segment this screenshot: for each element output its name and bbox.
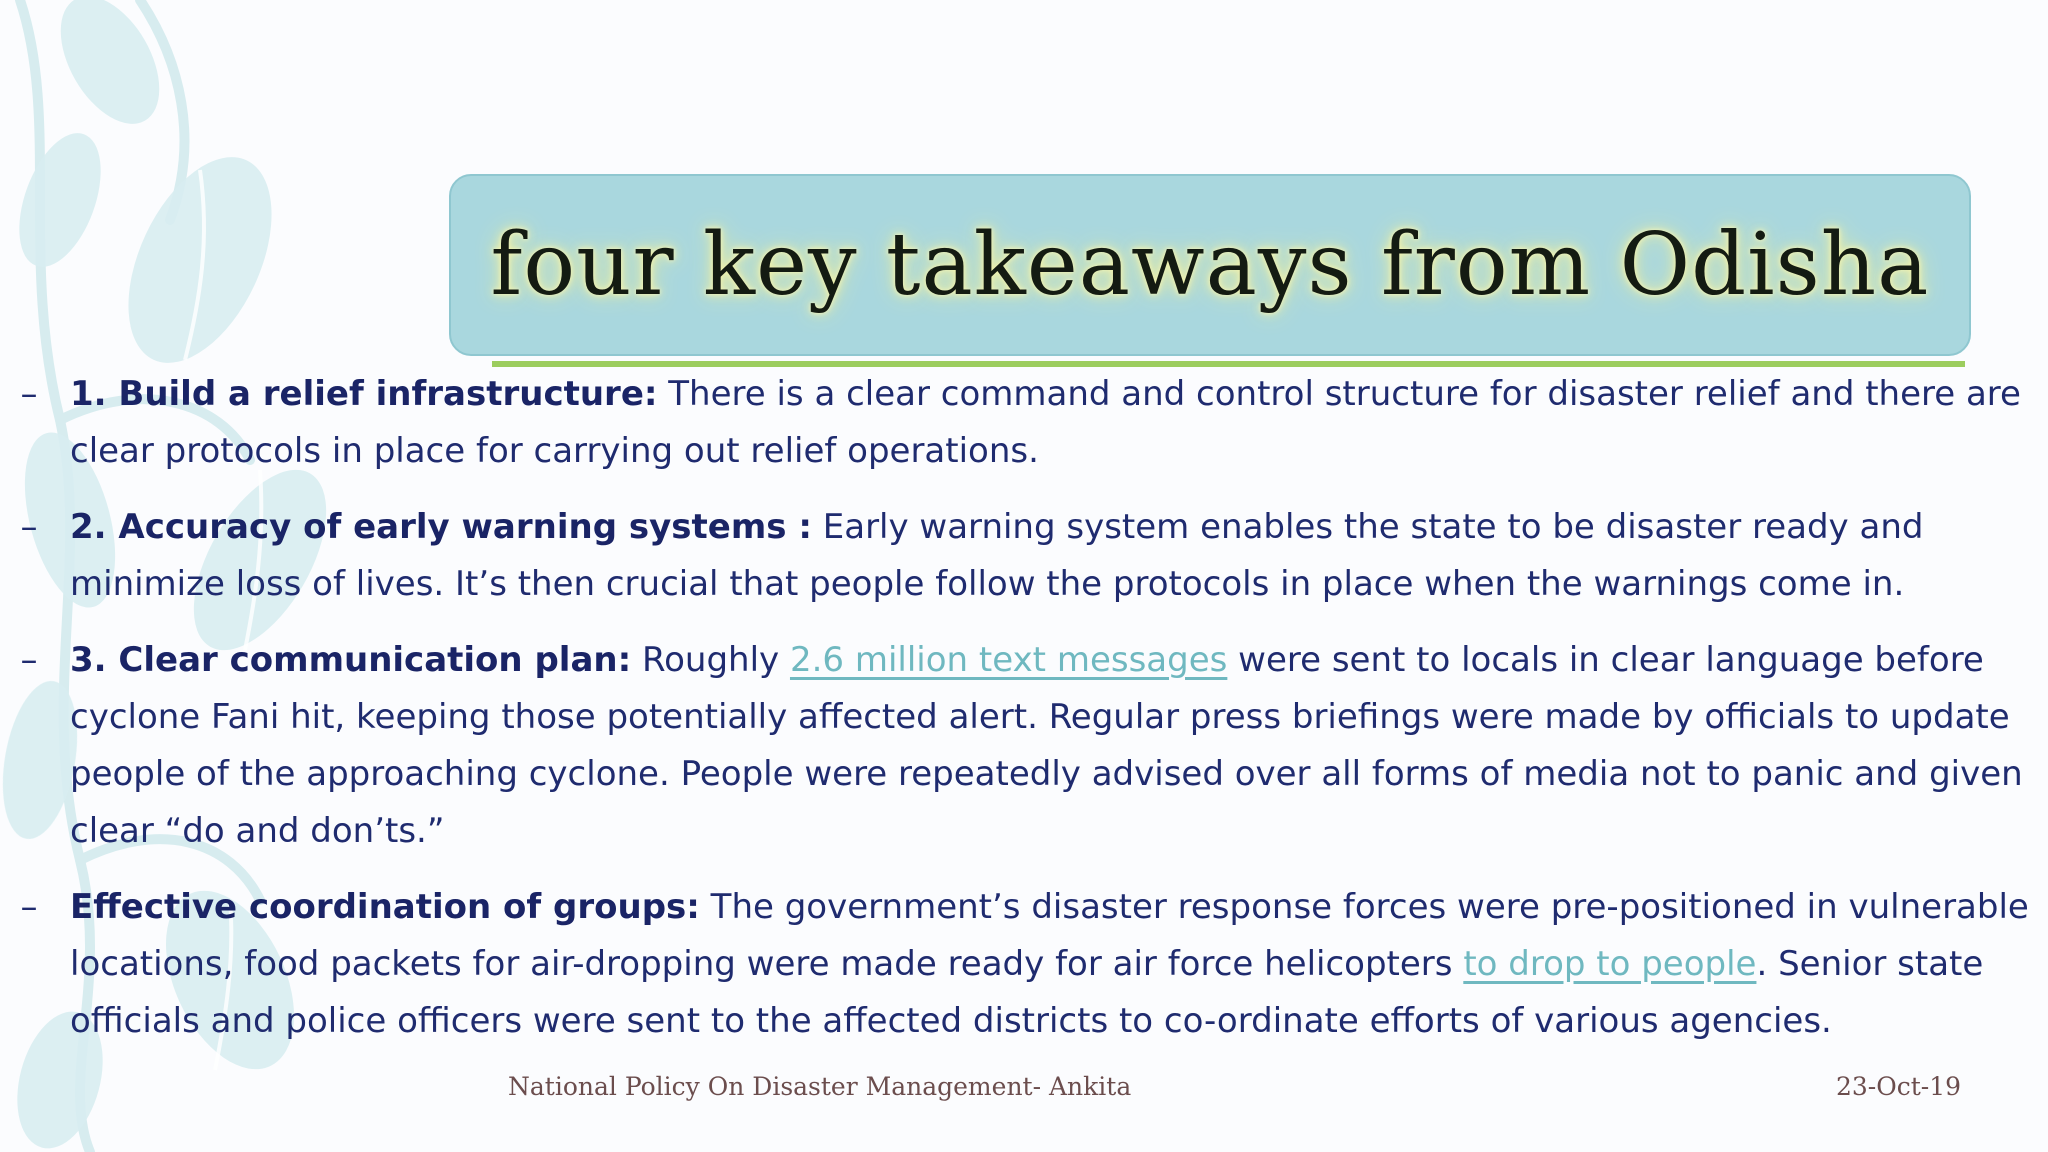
- takeaway-item: [14, 879, 2034, 1050]
- takeaway-text: were sent to locals in clear language before cyclone Fani hit, keeping those potentially affected alert. Regular press briefings were made by officials to update people of the approaching cyclone. People were repeatedly advised over all forms of media not to panic and given clear “do and don’ts.”: [70, 640, 2023, 851]
- drop-to-people-link[interactable]: to drop to people: [1463, 944, 1757, 984]
- takeaway-heading: 3. Clear communication plan:: [70, 640, 632, 680]
- footer-date: 23-Oct-19: [1836, 1072, 1962, 1101]
- takeaways-list: [14, 366, 2034, 1069]
- takeaway-item: [14, 366, 2034, 480]
- takeaway-heading: 2. Accuracy of early warning systems :: [70, 507, 812, 547]
- takeaway-text: The government’s disaster response forces were pre-positioned in vulnerable locations, food packets for air-dropping were made ready for air force helicopters: [70, 887, 2029, 984]
- bullet-dash: –: [20, 887, 38, 927]
- takeaway-item: [14, 632, 2034, 860]
- takeaway-heading: 1. Build a relief infrastructure:: [70, 374, 658, 414]
- takeaway-text: . Senior state officials and police officers were sent to the affected districts to co-ordinate efforts of various agencies.: [70, 944, 1984, 1041]
- takeaway-text: Early warning system enables the state to be disaster ready and minimize loss of lives. It’s then crucial that people follow the protocols in place when the warnings come in.: [70, 507, 1924, 604]
- text-messages-link[interactable]: 2.6 million text messages: [789, 640, 1228, 680]
- takeaway-item: [14, 499, 2034, 613]
- takeaway-heading: Effective coordination of groups:: [70, 887, 700, 927]
- bullet-dash: –: [20, 640, 38, 680]
- bullet-dash: –: [20, 507, 38, 547]
- bullet-dash: –: [20, 374, 38, 414]
- takeaway-text: There is a clear command and control structure for disaster relief and there are clear protocols in place for carrying out relief operations.: [70, 374, 2021, 471]
- takeaway-text: Roughly: [631, 640, 790, 680]
- footer-presentation-title: National Policy On Disaster Management- Ankita: [508, 1072, 1132, 1101]
- slide-title: four key takeaways from Odisha: [490, 215, 1930, 315]
